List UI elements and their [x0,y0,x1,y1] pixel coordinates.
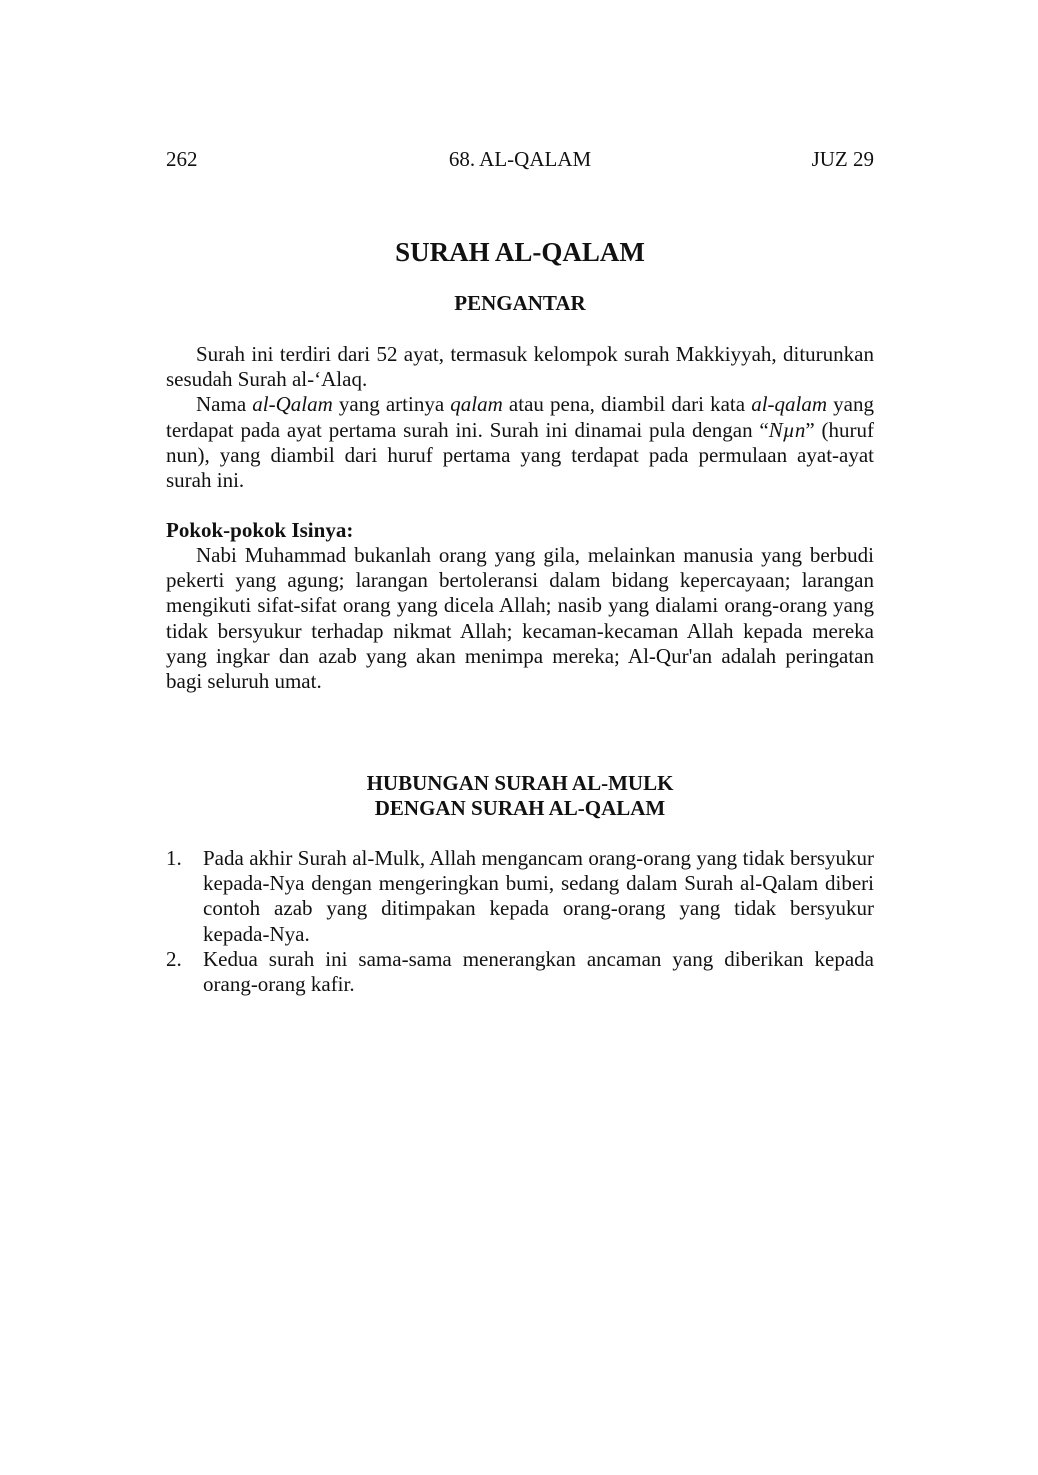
intro-paragraph-1: Surah ini terdiri dari 52 ayat, termasuk kelompok surah Makkiyyah, diturunkan sesudah Surah al-‘Alaq. [166,342,874,392]
text-run: ” (huruf nun), yang diambil dari huruf pertama yang terdapat pada permulaan ayat-ayat surah ini. [166,417,874,493]
text-run: atau pena, diambil dari kata [502,392,752,417]
italic-term: Nµn [768,417,806,442]
page-number: 262 [166,147,198,171]
contents-paragraph: Nabi Muhammad bukanlah orang yang gila, melainkan manusia yang berbudi pekerti yang agung; larangan bertoleransi dalam bidang kepercayaan; larangan mengikuti sifat-sifat orang yang dicela Allah; nasib yang dialami orang-orang yang tidak bersyukur terhadap nikmat Allah; kecaman-kecaman Allah kepada mereka yang ingkar dan azab yang akan menimpa mereka; Al-Qur'an adalah peringatan bagi seluruh umat. [166,543,874,694]
list-item-text: Kedua surah ini sama-sama menerangkan ancaman yang diberikan kepada orang-orang kafir. [203,946,874,997]
chapter-title: 68. AL-QALAM [448,147,592,171]
relation-list [166,846,874,997]
text-run: yang terdapat pada ayat pertama surah ini. Surah ini dinamai pula dengan “ [166,392,874,442]
running-header [166,146,874,172]
intro-paragraph-2 [166,392,874,493]
intro-heading: PENGANTAR [454,291,586,315]
italic-term: al-qalam [751,392,828,417]
italic-term: al-Qalam [252,392,333,417]
contents-section [166,518,874,694]
list-item [166,846,874,947]
text-run: yang artinya [332,392,451,417]
relation-heading [166,771,874,821]
list-item-number: 2. [166,946,182,971]
relation-heading-line-1: HUBUNGAN SURAH AL-MULK [366,771,674,795]
contents-heading: Pokok-pokok Isinya: [166,518,354,542]
surah-title: SURAH AL-QALAM [395,237,645,267]
italic-term: qalam [450,392,503,417]
intro-section [166,342,874,493]
list-item [166,947,874,997]
juz-label: JUZ 29 [811,147,874,171]
relation-heading-line-2: DENGAN SURAH AL-QALAM [374,796,666,820]
list-item-number: 1. [166,846,182,870]
document-page [166,0,874,1475]
list-item-text: Pada akhir Surah al-Mulk, Allah mengancam orang-orang yang tidak bersyukur kepada-Nya dengan mengeringkan bumi, sedang dalam Surah al-Qalam diberi contoh azab yang ditimpakan kepada orang-orang yang tidak bersyukur kepada-Nya. [203,846,874,946]
text-run: Nama [196,392,253,417]
